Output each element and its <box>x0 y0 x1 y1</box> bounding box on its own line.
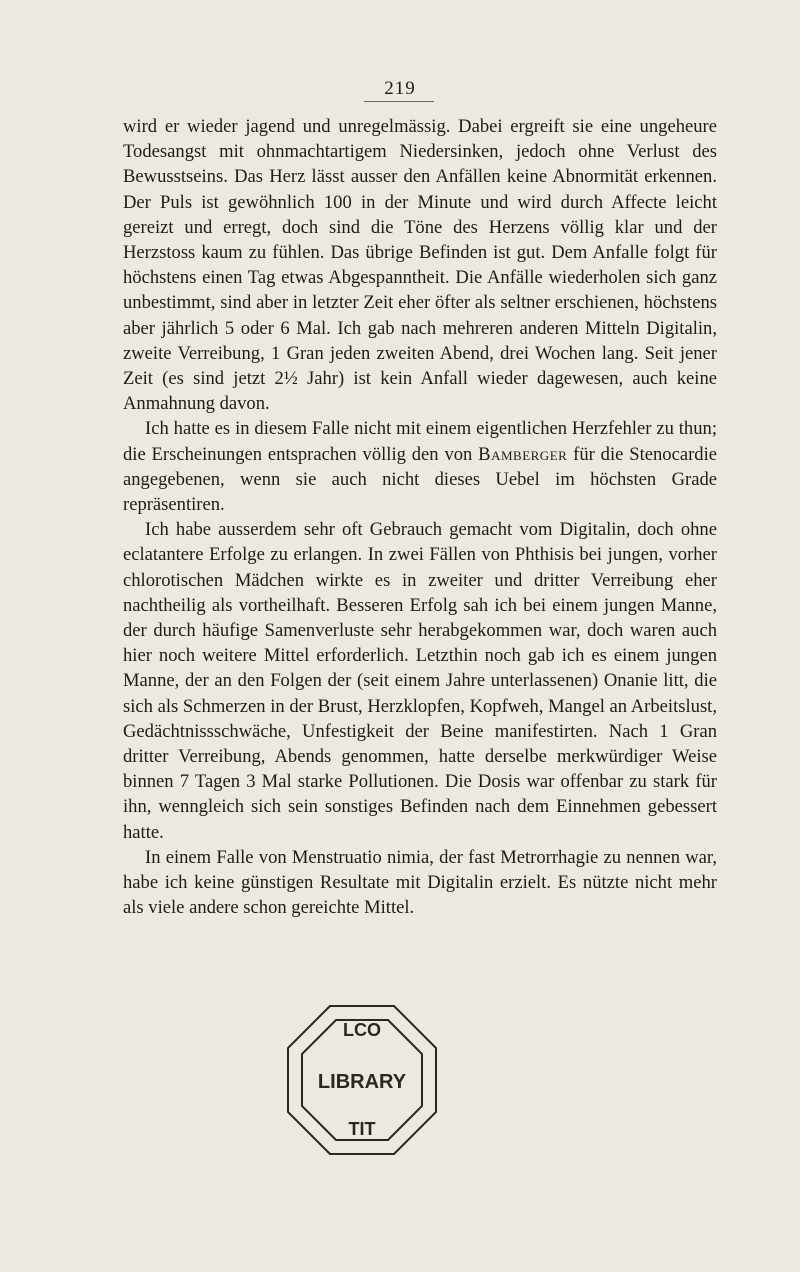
paragraph-2 <box>123 416 717 517</box>
stamp-bottom-text: TIT <box>348 1119 376 1139</box>
stamp-center-text: LIBRARY <box>317 1071 407 1093</box>
body-text <box>123 114 717 921</box>
paragraph-3: Ich habe ausserdem sehr oft Gebrauch gemacht vom Digitalin, doch ohne eclatantere Erfolge zu erlangen. In zwei Fällen von Phthisis bei jungen, vorher chlorotischen Mädchen wirkte es in zweiter und dritter Verreibung eher nachtheilig als vortheilhaft. Besseren Erfolg sah ich bei einem jungen Manne, der durch häufige Samenverluste sehr herabgekommen war, doch waren auch hier noch weitere Mittel erforderlich. Letzthin noch gab ich es einem jungen Manne, der an den Folgen der (seit einem Jahre unterlassenen) Onanie litt, die sich als Schmerzen in der Brust, Herzklopfen, Kopfweh, Mangel an Arbeitslust, Gedächtnissschwäche, Unfestigkeit der Beine manifestirten. Nach 1 Gran dritter Verreibung, Abends genommen, hatte derselbe merkwürdiger Weise binnen 7 Tagen 3 Mal starke Pollutionen. Die Dosis war offenbar zu stark für ihn, wenngleich sich sein sonstiges Befinden nach dem Einnehmen gebessert hatte. <box>123 519 717 843</box>
header-rule <box>364 101 434 102</box>
paragraph-1: wird er wieder jagend und unregelmässig. Dabei ergreift sie eine ungeheure Todesangst mit ohnmachtartigem Niedersinken, jedoch ohne Verlust des Bewusstseins. Das Herz lässt ausser den Anfällen keine Abnormität erkennen. Der Puls ist gewöhnlich 100 in der Minute und wird durch Affecte leicht gereizt und erregt, doch sind die Töne des Herzens völlig klar und der Herzstoss kaum zu fühlen. Das übrige Befinden ist gut. Dem Anfalle folgt für höchstens einen Tag etwas Abgespanntheit. Die Anfälle wiederholen sich ganz unbestimmt, sind aber in letzter Zeit eher öfter als seltner erschienen, höchstens aber jährlich 5 oder 6 Mal. Ich gab nach mehreren anderen Mitteln Digitalin, zweite Verreibung, 1 Gran jeden zweiten Abend, drei Wochen lang. Seit jener Zeit (es sind jetzt 2½ Jahr) ist kein Anfall wieder dagewesen, auch keine Anmahnung davon. <box>123 116 717 415</box>
stamp-top-text: LCO <box>343 1020 381 1040</box>
page-number: 219 <box>384 78 416 99</box>
paragraph-2-after: für die Stenocardie angegebenen, wenn sie auch nicht dieses Uebel im höchsten Grade repräsentiren. <box>123 443 717 516</box>
paragraph-2-before: Ich hatte es in diesem Falle nicht mit einem eigentlichen Herzfehler zu thun; die Erscheinungen entsprachen völlig den von <box>123 418 717 465</box>
library-stamp <box>282 1000 442 1160</box>
author-name-bamberger: Bamberger <box>478 443 568 465</box>
paragraph-4: In einem Falle von Menstruatio nimia, der fast Metrorrhagie zu nennen war, habe ich keine günstigen Resultate mit Digitalin erzielt. Es nützte nicht mehr als viele andere schon gereichte Mittel. <box>123 846 717 919</box>
